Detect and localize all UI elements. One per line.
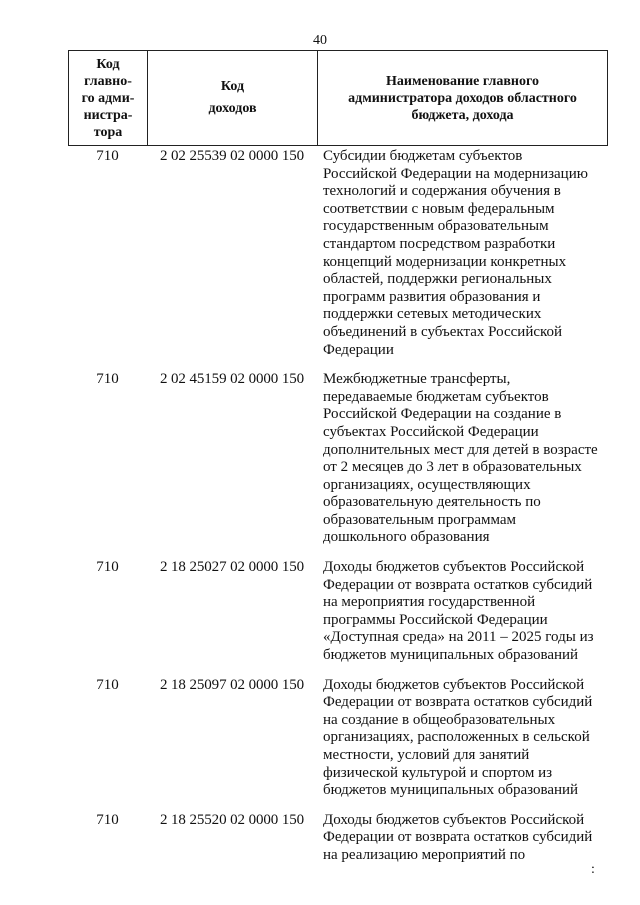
header-admin-code-line: Код bbox=[96, 56, 120, 72]
table-row bbox=[68, 369, 608, 547]
description-cell bbox=[323, 146, 608, 359]
description-line: бюджетов муниципальных образований bbox=[323, 647, 579, 664]
table-body bbox=[68, 146, 608, 875]
description-line: областей, поддержки региональных bbox=[323, 271, 552, 288]
header-income-code bbox=[148, 51, 318, 145]
table-row bbox=[68, 675, 608, 800]
table-header bbox=[68, 50, 608, 146]
description-cell bbox=[323, 369, 608, 547]
description-line: Федерации от возврата остатков субсидий bbox=[323, 694, 593, 711]
admin-code-cell: 710 bbox=[96, 676, 119, 693]
description-line: бюджетов муниципальных образований bbox=[323, 782, 579, 799]
description-line: программ развития образования и bbox=[323, 288, 541, 305]
description-line: объединений в субъектах Российской bbox=[323, 323, 563, 340]
description-line: образовательную деятельность по bbox=[323, 494, 541, 511]
description-line: на реализацию мероприятий по bbox=[323, 846, 526, 863]
description-line: физической культурой и спортом из bbox=[323, 764, 553, 781]
header-name-line: бюджета, дохода bbox=[411, 107, 514, 123]
description-line: программы Российской Федерации bbox=[323, 611, 548, 628]
income-code-cell: 2 18 25097 02 0000 150 bbox=[159, 676, 305, 693]
description-line: Федерации от возврата остатков субсидий bbox=[323, 829, 593, 846]
description-line: концепций модернизации конкретных bbox=[323, 253, 567, 270]
header-name-line: администратора доходов областного bbox=[348, 90, 577, 106]
description-line: на создание в общеобразовательных bbox=[323, 711, 556, 728]
description-cell bbox=[323, 675, 608, 800]
income-code-cell: 2 02 45159 02 0000 150 bbox=[159, 371, 305, 388]
table-row bbox=[68, 810, 608, 865]
description-line: Федерации от возврата остатков субсидий bbox=[323, 576, 593, 593]
header-admin-code-line: го адми- bbox=[81, 90, 135, 106]
income-code-cell: 2 02 25539 02 0000 150 bbox=[159, 148, 305, 164]
description-cell bbox=[323, 557, 608, 665]
admin-code-cell: 710 bbox=[96, 371, 119, 388]
description-line: от 2 месяцев до 3 лет в образовательных bbox=[323, 459, 582, 476]
admin-code-cell: 710 bbox=[96, 559, 119, 576]
header-admin-code bbox=[69, 51, 148, 145]
header-admin-code-line: тора bbox=[93, 124, 123, 140]
description-line: стандартом посредством разработки bbox=[323, 235, 556, 252]
description-line: Субсидии бюджетам субъектов bbox=[323, 148, 523, 164]
page-number: 40 bbox=[313, 33, 327, 48]
description-line: дополнительных мест для детей в возрасте bbox=[323, 441, 598, 458]
description-line: дошкольного образования bbox=[323, 529, 490, 546]
description-line: Доходы бюджетов субъектов Российской bbox=[323, 811, 585, 828]
header-name bbox=[318, 51, 607, 145]
description-line: организациях, осуществляющих bbox=[323, 476, 531, 493]
description-line: образовательным программам bbox=[323, 511, 517, 528]
income-code-cell: 2 18 25027 02 0000 150 bbox=[159, 559, 305, 576]
description-line: поддержки сетевых методических bbox=[323, 306, 542, 323]
description-line: местности, условий для занятий bbox=[323, 747, 530, 763]
description-line: Российской Федерации на модернизацию bbox=[323, 165, 588, 182]
header-admin-code-line: главно- bbox=[84, 73, 132, 89]
description-line: «Доступная среда» на 2011 – 2025 годы из bbox=[323, 629, 594, 646]
description-line: передаваемые бюджетам субъектов bbox=[323, 388, 549, 405]
income-code-cell: 2 18 25520 02 0000 150 bbox=[159, 811, 305, 828]
description-line: Федерации bbox=[323, 341, 394, 358]
description-cell bbox=[323, 810, 608, 865]
description-line: Межбюджетные трансферты, bbox=[323, 371, 511, 388]
description-line: Доходы бюджетов субъектов Российской bbox=[323, 559, 585, 576]
header-admin-code-line: нистра- bbox=[83, 107, 133, 123]
description-line: организациях, расположенных в сельской bbox=[323, 729, 590, 746]
admin-code-cell: 710 bbox=[96, 811, 119, 828]
description-line: соответствии с новым федеральным bbox=[323, 200, 555, 217]
header-name-line: Наименование главного bbox=[386, 73, 539, 89]
description-line: технологий и содержания обучения в bbox=[323, 183, 561, 200]
description-line: Российской Федерации на создание в bbox=[323, 406, 562, 423]
table-row bbox=[68, 557, 608, 665]
header-income-code-line: Код bbox=[220, 79, 245, 94]
header-income-code-line: доходов bbox=[208, 101, 257, 116]
description-line: государственным образовательным bbox=[323, 218, 549, 235]
admin-code-cell: 710 bbox=[96, 148, 119, 164]
corner-mark: : bbox=[591, 862, 595, 877]
description-line: субъектах Российской Федерации bbox=[323, 423, 539, 440]
description-line: Доходы бюджетов субъектов Российской bbox=[323, 676, 585, 693]
table-row bbox=[68, 146, 608, 359]
description-line: на мероприятия государственной bbox=[323, 594, 536, 611]
